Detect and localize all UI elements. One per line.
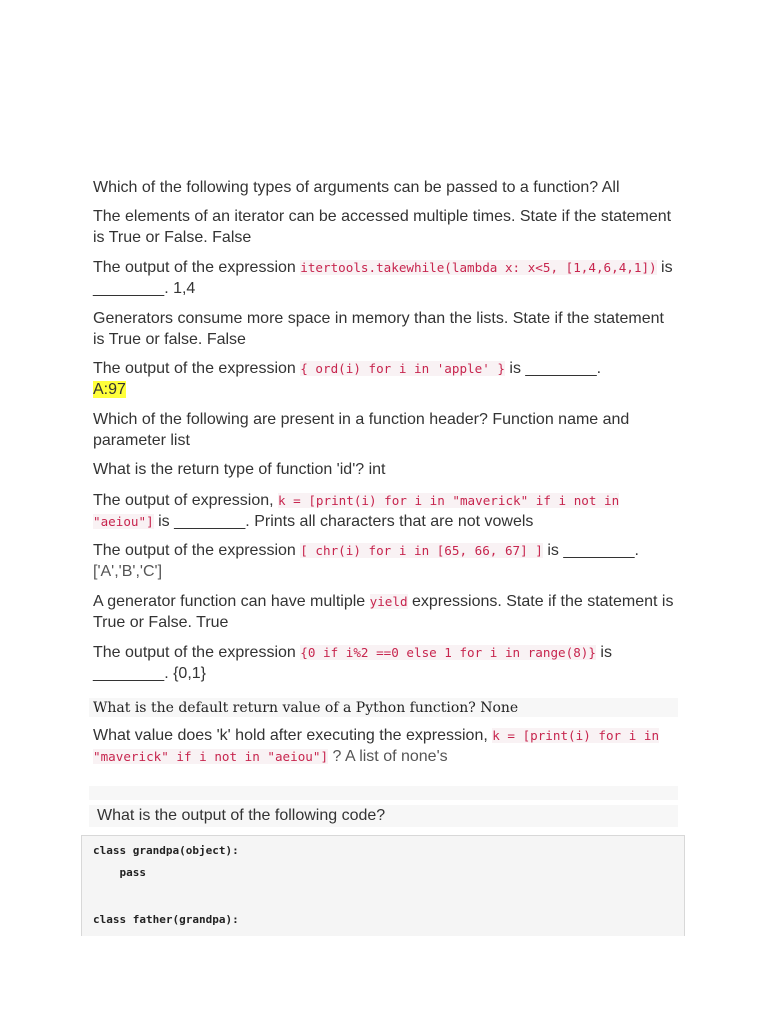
question-text: What is the default return value of a Python function? None — [93, 700, 519, 716]
inline-code: [ chr(i) for i in [65, 66, 67] ] — [300, 543, 543, 558]
question-prefix: What value does 'k' hold after executing the expression, — [93, 727, 493, 744]
question-suffix: is ________. — [542, 542, 639, 559]
spacer-band — [89, 786, 678, 800]
question-arguments-types — [93, 178, 678, 199]
inline-code: { ord(i) for i in 'apple' } — [300, 361, 505, 376]
question-generators-memory — [93, 309, 678, 350]
question-function-header — [93, 410, 678, 451]
question-print-list-comp — [93, 491, 678, 532]
inline-code: itertools.takewhile(lambda x: x<5, [1,4,6,4,1]) — [300, 260, 657, 275]
question-prefix: The output of expression, — [93, 492, 278, 509]
question-default-return — [93, 698, 678, 719]
code-line: pass — [93, 866, 146, 879]
question-text: The elements of an iterator can be accessed multiple times. State if the statement is True or False. False — [93, 208, 672, 246]
question-prefix: The output of the expression — [93, 259, 301, 276]
question-k-value — [93, 726, 678, 767]
question-chr-list — [93, 541, 678, 582]
question-prefix: A generator function can have multiple — [93, 593, 370, 610]
inline-code: k = [print(i) for i in "maverick" if i not in "aeiou"] — [93, 728, 660, 764]
question-takewhile — [93, 258, 678, 299]
code-line: class grandpa(object): — [93, 844, 239, 857]
question-yield — [93, 592, 678, 633]
question-prefix: The output of the expression — [93, 542, 301, 559]
question-prefix: The output of the expression — [93, 360, 301, 377]
question-suffix: is ________. 1,4 — [93, 259, 673, 297]
question-suffix: expressions. State if the statement is True or False. True — [93, 593, 674, 631]
answer-text: ['A','B','C'] — [93, 562, 163, 580]
question-text: What is the output of the following code? — [97, 807, 386, 824]
question-text: Generators consume more space in memory than the lists. State if the statement is True or false. False — [93, 310, 664, 348]
question-suffix: is ________. {0,1} — [93, 644, 612, 682]
question-text: What is the return type of function 'id'? int — [93, 461, 386, 478]
inline-code: k = [print(i) for i in "maverick" if i not in "aeiou"] — [93, 493, 620, 529]
question-id-return-type — [93, 460, 678, 481]
question-set-comprehension — [93, 643, 678, 684]
question-text: Which of the following are present in a function header? Function name and parameter list — [93, 411, 630, 449]
question-suffix: is ________. — [504, 360, 602, 377]
inline-code: {0 if i%2 ==0 else 1 for i in range(8)} — [300, 645, 596, 660]
highlighted-answer: A:97 — [93, 380, 126, 398]
question-ord-set — [93, 359, 678, 400]
question-text: Which of the following types of arguments can be passed to a function? All — [93, 179, 620, 196]
inline-code: yield — [369, 594, 408, 609]
code-block — [81, 835, 685, 936]
question-suffix: is ________. Prints all characters that are not vowels — [153, 512, 534, 530]
question-code-output — [97, 806, 682, 827]
question-prefix: The output of the expression — [93, 644, 301, 661]
question-iterator-access — [93, 207, 678, 248]
question-suffix: ? A list of none's — [328, 747, 448, 765]
code-line: class father(grandpa): — [93, 913, 239, 926]
